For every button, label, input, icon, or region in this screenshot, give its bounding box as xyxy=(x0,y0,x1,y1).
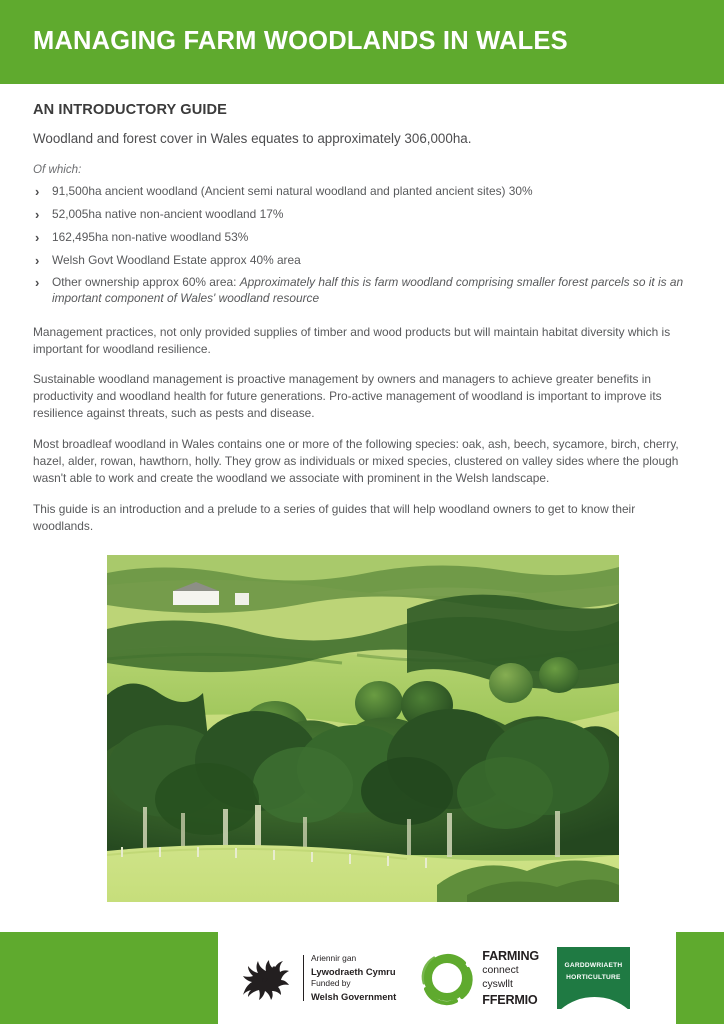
farming-connect-text xyxy=(482,948,539,1008)
welsh-countryside-illustration xyxy=(107,555,619,902)
ffermio-label: FFERMIO xyxy=(482,992,538,1007)
chevron-right-icon: › xyxy=(35,229,40,245)
chevron-right-icon: › xyxy=(35,184,40,200)
welsh-government-logo xyxy=(234,949,396,1007)
footer-band-left xyxy=(0,932,218,1024)
body-paragraph: This guide is an introduction and a prelude to a series of guides that will help woodland owners to get to know their woodlands. xyxy=(33,501,636,533)
list-item-label: 91,500ha ancient woodland (Ancient semi natural woodland and planted ancient sites) 30% xyxy=(52,184,533,199)
list-item xyxy=(33,253,691,269)
list-item-label: Other ownership approx 60% area: xyxy=(52,275,240,290)
body-paragraph: Management practices, not only provided supplies of timber and wood products but will maintain habitat diversity which is important for woodland resilience. xyxy=(33,324,671,356)
list-item xyxy=(33,230,691,246)
main-content xyxy=(0,84,724,902)
funded-by-cy-label: Ariennir gan xyxy=(311,952,357,963)
garddwriaeth-label: GARDDWRIAETH xyxy=(564,962,623,969)
logo-divider xyxy=(303,955,304,1001)
connect-label: connect xyxy=(482,965,519,977)
body-paragraph: Sustainable woodland management is proactive management by owners and managers to achieve greater benefits in productivity and woodland health for future generations. Pro-active management of woodland is important to improve its resilience against threats, such as pests and disease. xyxy=(33,372,662,421)
horticulture-swoosh-icon xyxy=(557,997,630,1009)
list-item-label: Welsh Govt Woodland Estate approx 40% area xyxy=(52,252,301,267)
cyswllt-label: cyswllt xyxy=(482,979,513,990)
footer-logo-strip xyxy=(218,932,676,1024)
farming-connect-logo xyxy=(418,948,539,1008)
page-title: MANAGING FARM WOODLANDS IN WALES xyxy=(33,27,568,56)
list-item xyxy=(33,275,691,306)
landscape-photo xyxy=(107,555,619,902)
farming-connect-ring-icon xyxy=(418,949,476,1007)
lead-paragraph: Woodland and forest cover in Wales equates to approximately 306,000ha. xyxy=(33,131,472,146)
farming-label: FARMING xyxy=(482,949,539,964)
horticulture-logo xyxy=(557,947,630,1009)
horticulture-label: HORTICULTURE xyxy=(566,973,621,981)
of-which-label: Of which: xyxy=(33,163,82,177)
woodland-breakdown-list xyxy=(33,184,691,306)
funded-by-en-label: Funded by xyxy=(311,978,351,988)
chevron-right-icon: › xyxy=(35,252,40,268)
section-subtitle: AN INTRODUCTORY GUIDE xyxy=(33,102,227,118)
list-item xyxy=(33,207,691,223)
landscape-photo-image xyxy=(107,555,619,902)
body-paragraph: Most broadleaf woodland in Wales contains one or more of the following species: oak, ash, beech, sycamore, birch, cherry, hazel, alder, rowan, hawthorn, holly. They grow as individuals or mixed species, clustered on valley sides where the plough wasn't able to work and create the woodland we associate with prominent in the Welsh landscape. xyxy=(33,437,679,485)
chevron-right-icon: › xyxy=(35,275,40,291)
list-item-label: 52,005ha native non-ancient woodland 17% xyxy=(52,207,284,222)
list-item xyxy=(33,184,691,200)
footer-band-right xyxy=(676,932,724,1024)
page-footer xyxy=(0,932,724,1024)
page-header-bar xyxy=(0,0,724,84)
lywodraeth-cymru-label: Lywodraeth Cymru xyxy=(311,965,396,977)
welsh-government-label: Welsh Government xyxy=(311,990,397,1002)
list-item-label: 162,495ha non-native woodland 53% xyxy=(52,229,249,244)
list-item-note: Approximately half this is farm woodland comprising smaller forest parcels so it is an important component of Wales' woodland resource xyxy=(52,275,684,305)
welsh-government-text xyxy=(311,953,396,1004)
welsh-dragon-icon xyxy=(234,949,296,1007)
chevron-right-icon: › xyxy=(35,207,40,223)
